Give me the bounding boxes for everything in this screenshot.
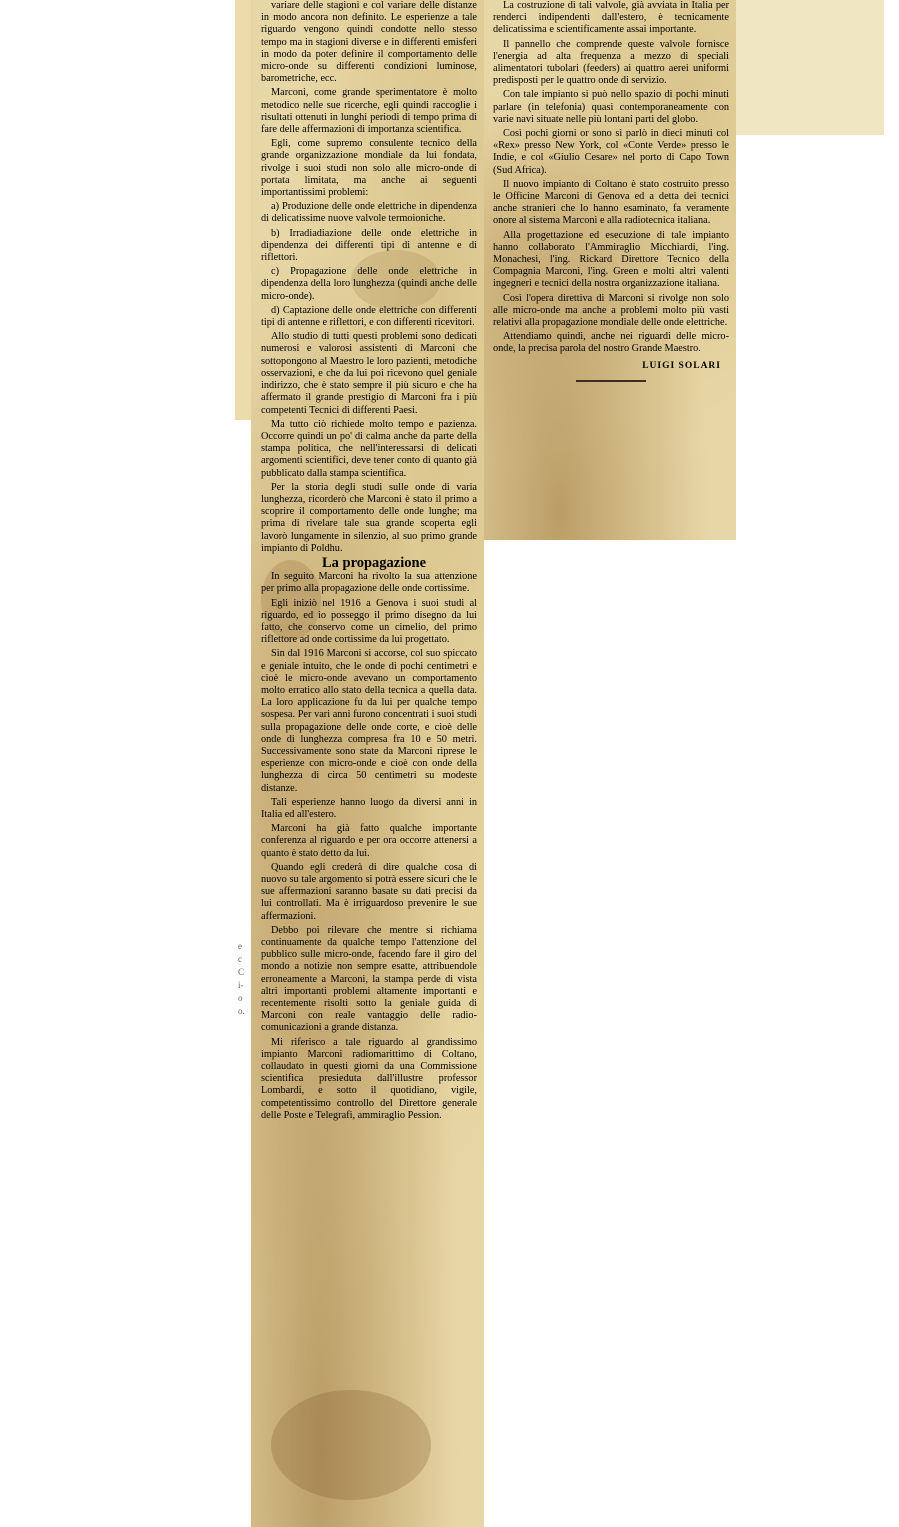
list-item: d) Captazione delle onde elettriche con differenti tipi di antenne e riflettori, e con differenti ricevitori.	[261, 304, 477, 329]
right-clipping-edge	[736, 0, 884, 135]
paragraph: Ma tutto ciò richiede molto tempo e pazienza. Occorre quindi un po' di calma anche da parte della stampa politica, che nell'interessarsi di delicati argomenti scientifici, deve tener conto di quanto già pubblicato dalla stampa scientifica.	[261, 418, 477, 479]
paragraph: Tali esperienze hanno luogo da diversi anni in Italia ed all'estero.	[261, 796, 477, 820]
paragraph: Con tale impianto si può nello spazio di pochi minuti parlare (in telefonia) quasi contemporaneamente con varie navi situate nelle più lontani parti del globo.	[493, 89, 729, 125]
author-signature: LUIGI SOLARI	[642, 360, 721, 371]
paragraph: Sin dal 1916 Marconi si accorse, col suo spiccato e geniale intuito, che le onde di pochi centimetri e cioè le micro-onde avevano un comportamento molto erratico allo stato della tecnica a quella data. La loro applicazione fu da lui per qualche tempo sospesa. Per vari anni furono concentrati i suoi studi sulla propagazione delle onde corte, e cioè delle onde di lunghezza compresa fra 10 e 50 metri. Successivamente sono state da Marconi riprese le esperienze con micro-onde e cioè con onde della lunghezza di circa 50 centimetri su modeste distanze.	[261, 648, 477, 794]
list-item: c) Propagazione delle onde elettriche in dipendenza della loro lunghezza (quindi anche delle micro-onde).	[261, 266, 477, 302]
paragraph: Marconi ha già fatto qualche importante conferenza al riguardo e per ora occorre attenersi a quanto è stato detto da lui.	[261, 823, 477, 859]
margin-marks	[238, 940, 250, 1018]
paragraph: Mi riferisco a tale riguardo al grandissimo impianto Marconi radiomarittimo di Coltano, collaudato in questi giorni da una Commissione scientifica presieduta dall'illustre professor Lombardi, e sotto il quotidiano, vigile, competentissimo controllo del Direttore generale delle Poste e Telegrafi, ammiraglio Pession.	[261, 1036, 477, 1121]
paragraph: Per la storia degli studi sulle onde di varia lunghezza, ricorderò che Marconi è stato il primo a scoprire il comportamento delle onde lunghe; ma prima di rivelare tale sua grande scoperta egli lavorò lungamente in silenzio, al suo primo grande impianto di Poldhu.	[261, 481, 477, 554]
paragraph: Marconi, come grande sperimentatore è molto metodico nelle sue ricerche, egli quindi raccoglie i risultati ottenuti in lunghi periodi di tempo prima di fare delle affermazioni di importanza scientifica.	[261, 87, 477, 136]
paragraph: Egli, come supremo consulente tecnico della grande organizzazione mondiale da lui fondata, rivolge i suoi studi non solo alle micro-onde di portata limitata, ma anche ai seguenti importantissimi problemi:	[261, 138, 477, 199]
margin-mark: e	[238, 941, 242, 951]
paragraph: Così pochi giorni or sono si parlò in dieci minuti col «Rex» presso New York, col «Conte Verde» presso le Indie, e col «Giulio Cesare» nel porto di Capo Town (Sud Africa).	[493, 128, 729, 176]
paragraph: Così l'opera direttiva di Marconi si rivolge non solo alle micro-onde ma anche a problemi molto più vasti relativi alla propagazione mondiale delle onde elettriche.	[493, 292, 729, 329]
paragraph: Il nuovo impianto di Coltano è stato costruito presso le Officine Marconi di Genova ed a detta dei tecnici anche stranieri che lo hanno esaminato, fa veramente onore al sistema Marconi e alla radiotecnica italiana.	[493, 178, 729, 227]
margin-mark: o	[238, 993, 243, 1003]
right-column	[493, 0, 729, 382]
closing-rule	[576, 380, 646, 382]
margin-mark: C	[238, 967, 245, 977]
paragraph: In seguito Marconi ha rivolto la sua attenzione per primo alla propagazione delle onde cortissime.	[261, 571, 477, 595]
margin-mark: i-	[238, 980, 244, 990]
paragraph: Quando egli crederà di dire qualche cosa di nuovo su tale argomento si potrà essere sicuri che le sue affermazioni saranno basate su dati precisi da lui controllati. Ma è irriguardoso prevenire le sue affermazioni.	[261, 861, 477, 922]
list-item: a) Produzione delle onde elettriche in dipendenza di delicatissime nuove valvole termoioniche.	[261, 201, 477, 225]
paragraph: Alla progettazione ed esecuzione di tale impianto hanno collaborato l'Ammiraglio Micchiardi, l'ing. Monachesi, l'ing. Rickard Direttore Tecnico della Compagnia Marconi, l'ing. Green e molti altri valenti ingegneri e tecnici della nostra organizzazione italiana.	[493, 229, 729, 290]
paragraph: Egli iniziò nel 1916 a Genova i suoi studi al riguardo, ed io posseggo il primo disegno da lui fatto, che conservo come un cimelio, del primo riflettore ad onde cortissime da lui progettato.	[261, 597, 477, 646]
paragraph: variare delle stagioni e col variare delle distanze in modo ancora non definito. Le esperienze a tale riguardo vengono quindi condotte nello stesso tempo ma in stagioni diverse e in differenti emisferi in modo da poter definire il comportamento delle micro-onde su differenti condizioni luminose, barometriche, ecc.	[261, 0, 477, 85]
paragraph: La costruzione di tali valvole, già avviata in Italia per renderci indipendenti dall'estero, è tecnicamente delicatissima e scientificamente assai importante.	[493, 0, 729, 36]
paragraph: Allo studio di tutti questi problemi sono dedicati numerosi e valorosi assistenti di Marconi che sottopongono al Maestro le loro pazienti, metodiche osservazioni, e che da lui poi ricevono quel geniale indirizzo, che è stato sempre il più sicuro e che ha affermato il grande prestigio di Marconi fra i più competenti Tecnici di differenti Paesi.	[261, 331, 477, 416]
subheading: La propagazione	[321, 554, 427, 571]
paragraph: Debbo poi rilevare che mentre si richiama continuamente da qualche tempo l'attenzione del pubblico sulle micro-onde, facendo fare il giro del mondo a notizie non sempre esatte, attribuendole erroneamente a Marconi, la stampa perde di vista altri importanti problemi altamente importanti e recentemente risolti sotto la geniale guida di Marconi con reale vantaggio delle radio-comunicazioni a grande distanza.	[261, 924, 477, 1034]
margin-mark: o.	[238, 1006, 245, 1016]
paragraph: Il pannello che comprende queste valvole fornisce l'energia ad alta frequenza a mezzo di speciali alimentatori tubolari (feeders) ai quattro aerei uniformi predisposti per le quattro onde di servizio.	[493, 38, 729, 87]
left-column	[261, 0, 477, 1124]
paragraph: Attendiamo quindi, anche nei riguardi delle micro-onde, la precisa parola del nostro Grande Maestro.	[493, 331, 729, 355]
list-item: b) Irradiadiazione delle onde elettriche in dipendenza dei differenti tipi di antenne e di riflettori.	[261, 227, 477, 264]
margin-mark: c	[238, 954, 242, 964]
stain	[271, 1390, 431, 1500]
